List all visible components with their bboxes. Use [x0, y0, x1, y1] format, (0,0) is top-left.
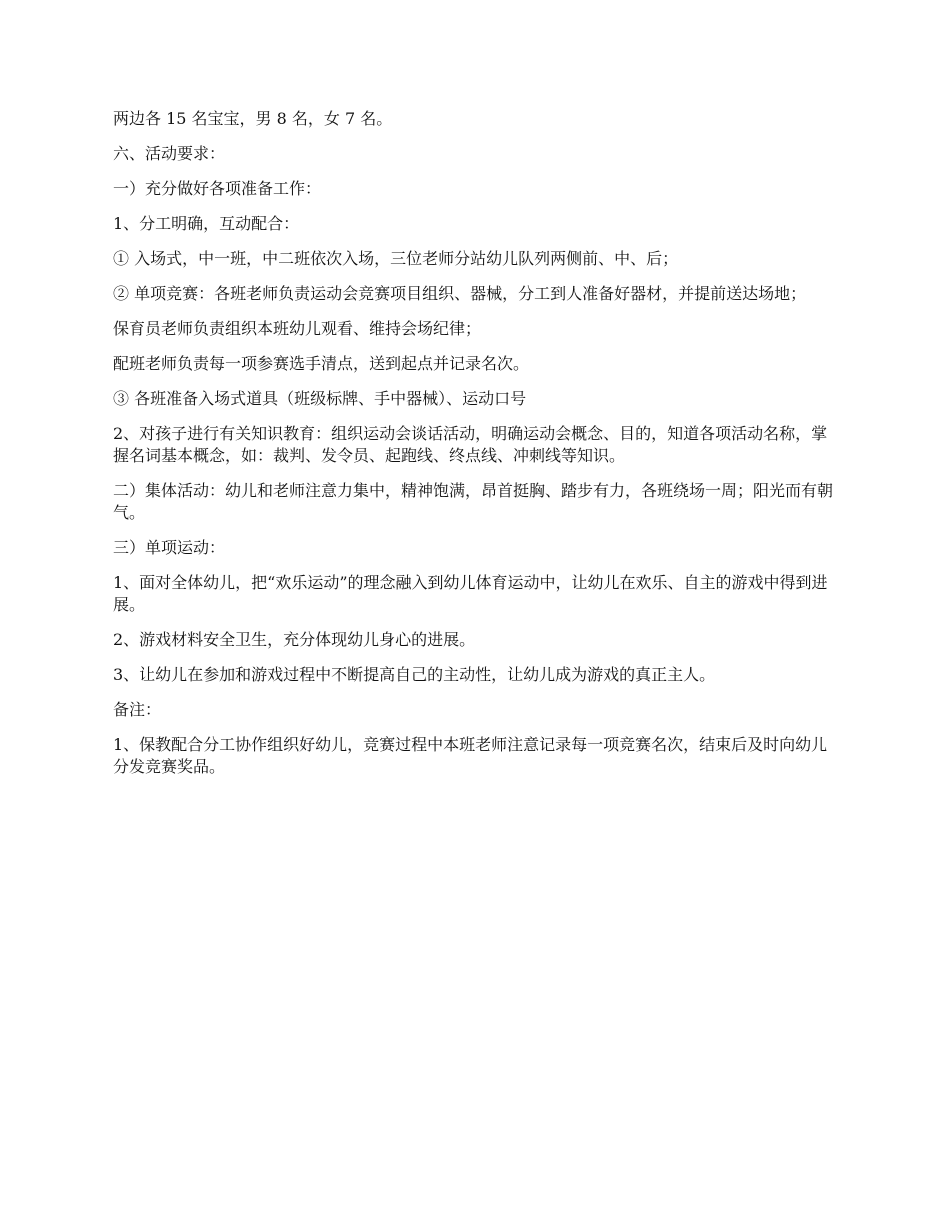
heading-notes: 备注： — [113, 700, 162, 719]
item-props-preparation: ③ 各班准备入场式道具（班级标牌、手中器械）、运动口号 — [113, 389, 527, 408]
item-division-of-labor: 1、分工明确，互动配合： — [113, 214, 300, 233]
paragraph-assistant-teacher-duties: 配班老师负责每一项参赛选手清点，送到起点并记录名次。 — [113, 354, 530, 373]
item-happy-sports-concept: 1、面对全体幼儿，把“欢乐运动”的理念融入到幼儿体育运动中，让幼儿在欢乐、自主的游戏中得到进展。 — [113, 573, 828, 614]
document-page — [113, 108, 833, 791]
item-individual-competition: ② 单项竞赛：各班老师负责运动会竞赛项目组织、器械，分工到人准备好器材，并提前送达场地； — [113, 284, 807, 303]
item-entrance-ceremony: ① 入场式，中一班，中二班依次入场，三位老师分站幼儿队列两侧前、中、后； — [113, 249, 679, 268]
item-material-safety: 2、游戏材料安全卫生，充分体现幼儿身心的进展。 — [113, 630, 476, 649]
item-child-initiative: 3、让幼儿在参加和游戏过程中不断提高自己的主动性，让幼儿成为游戏的真正主人。 — [113, 665, 716, 684]
heading-activity-requirements: 六、活动要求： — [113, 144, 226, 163]
subheading-group-activity: 二）集体活动：幼儿和老师注意力集中，精神饱满，昂首挺胸、踏步有力，各班绕场一周；阳光而有朝气。 — [113, 481, 834, 522]
subheading-individual-sports: 三）单项运动： — [113, 538, 226, 557]
paragraph-team-size: 两边各 15 名宝宝，男 8 名，女 7 名。 — [113, 109, 393, 128]
subheading-preparation: 一）充分做好各项准备工作： — [113, 179, 322, 198]
paragraph-caregiver-duties: 保育员老师负责组织本班幼儿观看、维持会场纪律； — [113, 319, 482, 338]
item-notes-cooperation: 1、保教配合分工协作组织好幼儿，竞赛过程中本班老师注意记录每一项竞赛名次，结束后及时向幼儿分发竞赛奖品。 — [113, 735, 828, 776]
item-knowledge-education: 2、对孩子进行有关知识教育：组织运动会谈话活动，明确运动会概念、目的，知道各项活动名称，掌握名词基本概念，如：裁判、发令员、起跑线、终点线、冲刺线等知识。 — [113, 424, 828, 465]
